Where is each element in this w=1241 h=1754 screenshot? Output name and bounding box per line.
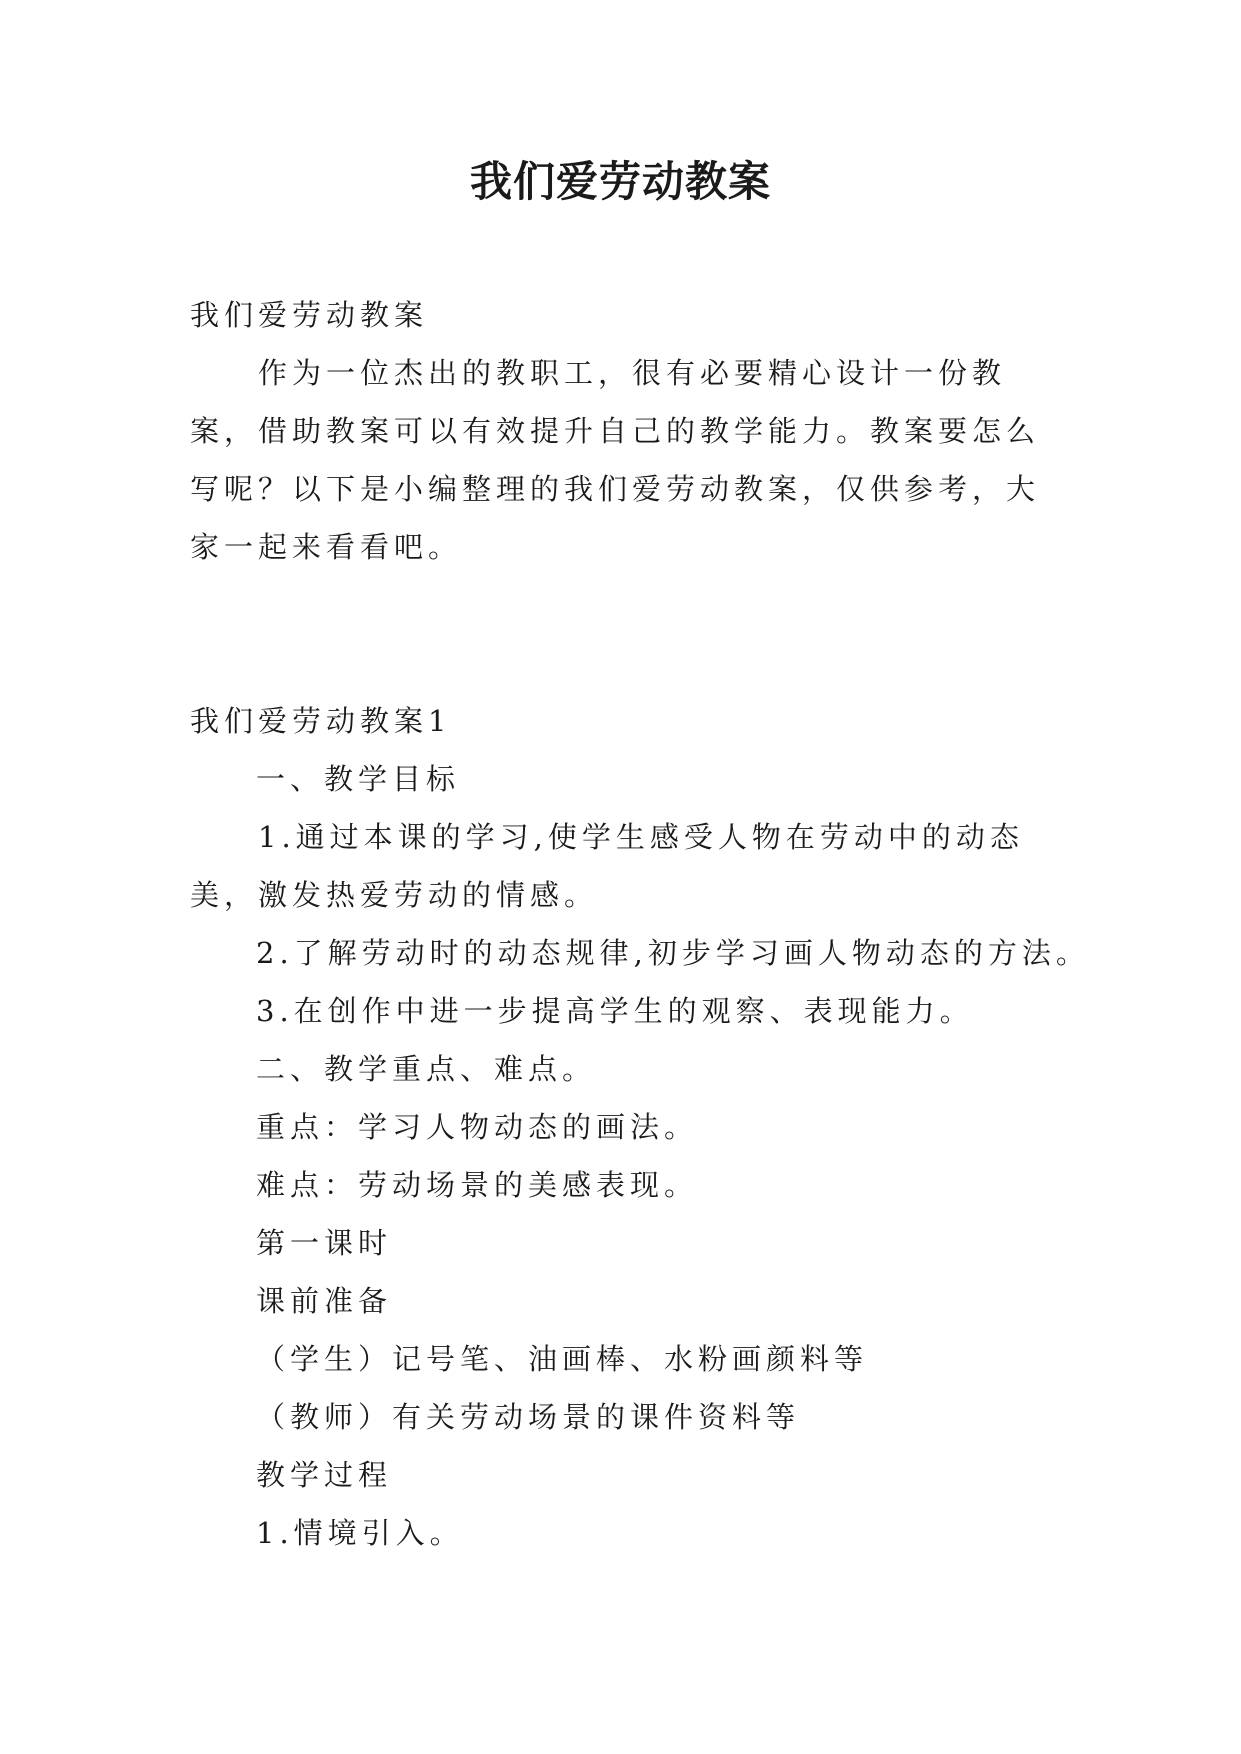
process-step-1: 1.情境引入。 xyxy=(256,1516,464,1550)
objective-item-1: 1.通过本课的学习,使学生感受人物在劳动中的动态美，激发热爱劳动的情感。 xyxy=(190,820,1024,912)
document-title: 我们爱劳动教案 xyxy=(469,157,771,206)
objective-item-2: 2.了解劳动时的动态规律,初步学习画人物动态的方法。 xyxy=(256,936,1090,970)
subtitle: 我们爱劳动教案 xyxy=(190,298,429,332)
preparation-heading: 课前准备 xyxy=(256,1284,393,1318)
teacher-materials: （教师）有关劳动场景的课件资料等 xyxy=(256,1400,801,1434)
process-heading: 教学过程 xyxy=(256,1458,393,1492)
lesson-period: 第一课时 xyxy=(256,1226,393,1260)
student-materials: （学生）记号笔、油画棒、水粉画颜料等 xyxy=(256,1342,869,1376)
difficulty-point: 难点：劳动场景的美感表现。 xyxy=(256,1168,699,1202)
key-points-heading: 二、教学重点、难点。 xyxy=(256,1052,597,1086)
intro-paragraph: 作为一位杰出的教职工，很有必要精心设计一份教案，借助教案可以有效提升自己的教学能力。教案要怎么写呢？以下是小编整理的我们爱劳动教案，仅供参考，大家一起来看看吧。 xyxy=(190,356,1041,564)
key-point: 重点：学习人物动态的画法。 xyxy=(256,1110,699,1144)
section-heading: 我们爱劳动教案1 xyxy=(190,704,452,738)
objective-item-3: 3.在创作中进一步提高学生的观察、表现能力。 xyxy=(256,994,974,1028)
objectives-heading: 一、教学目标 xyxy=(256,762,461,796)
